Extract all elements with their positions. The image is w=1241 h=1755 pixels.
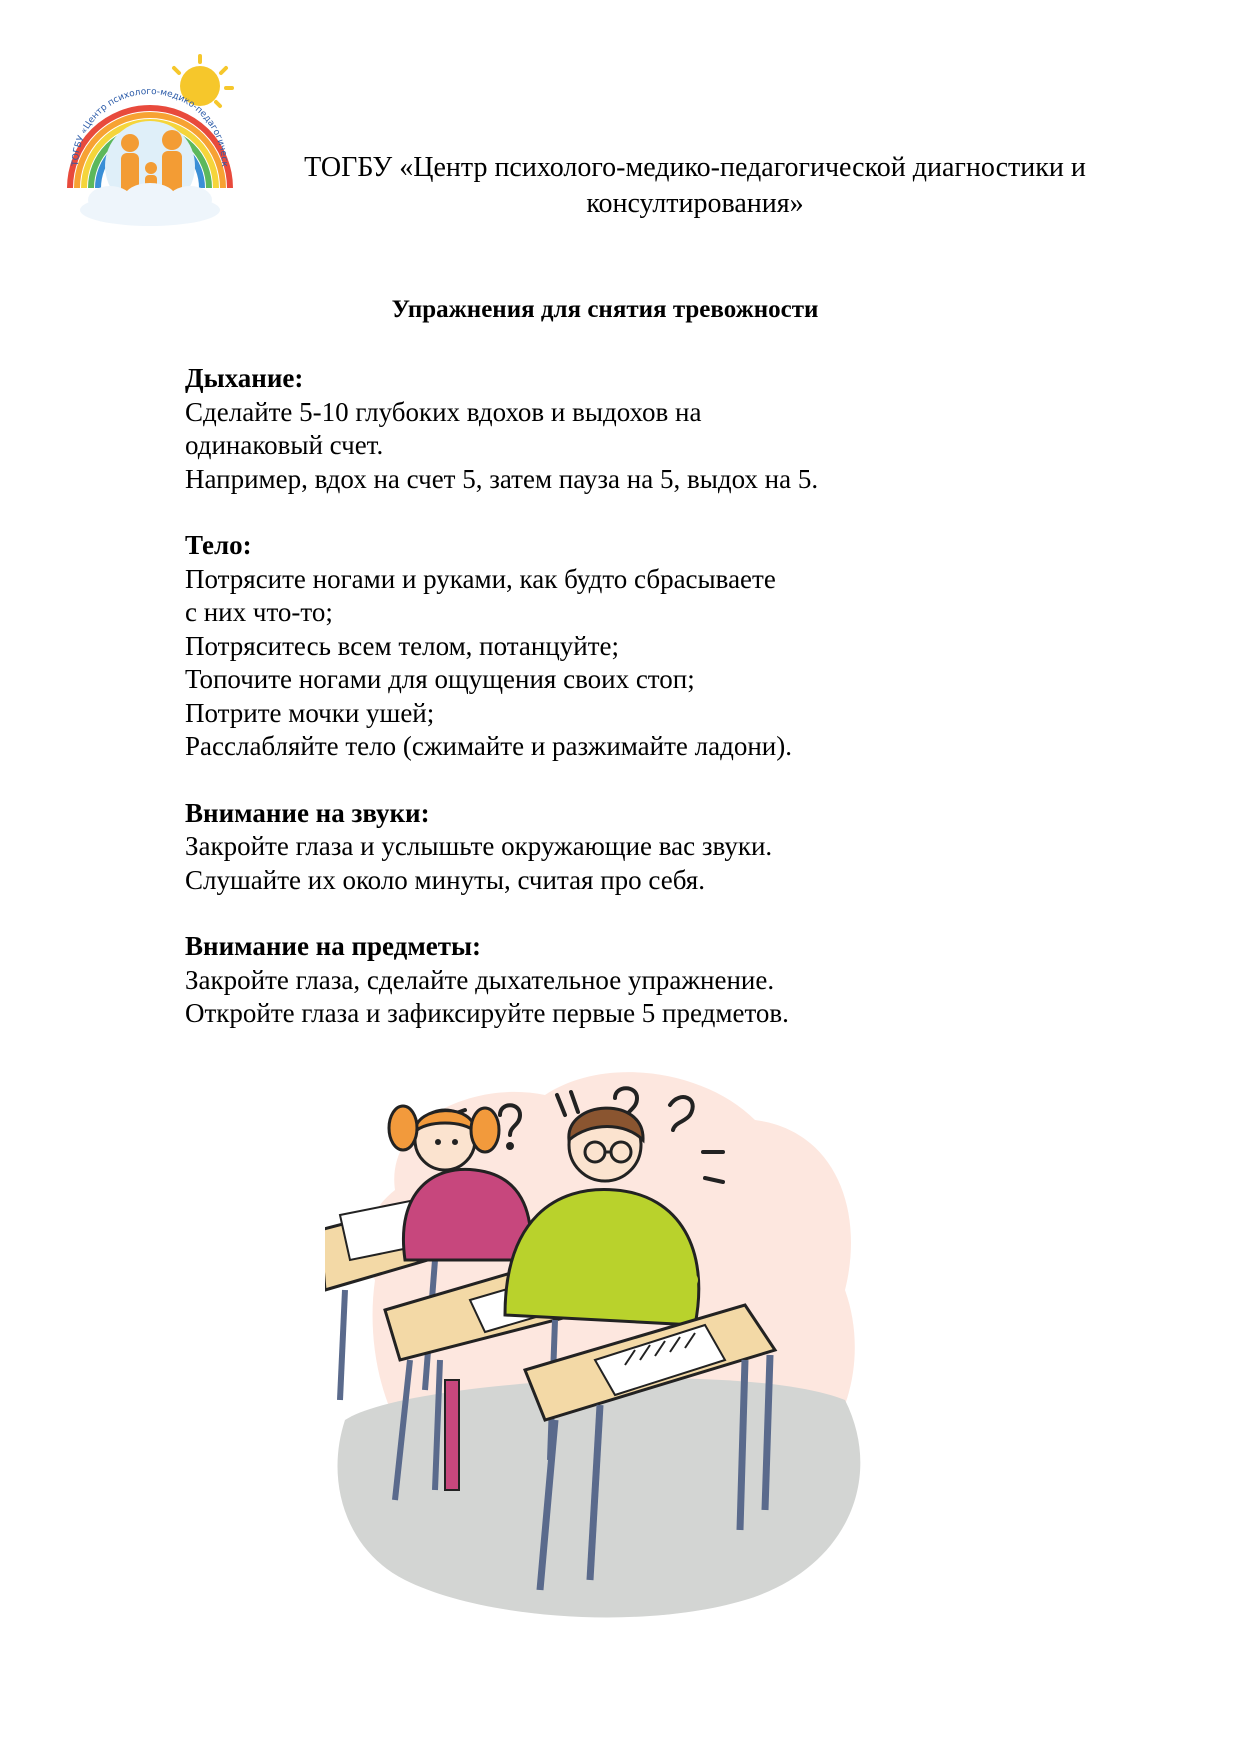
classroom-illustration: [325, 1060, 885, 1620]
logo-emblem: [50, 48, 250, 248]
section-line: одинаковый счет.: [185, 430, 384, 460]
section-breathing: [185, 362, 965, 496]
section-heading: Внимание на звуки:: [185, 797, 430, 828]
organization-logo: [50, 48, 250, 248]
section-line: Например, вдох на счет 5, затем пауза на 5, выдох на 5.: [185, 463, 819, 494]
section-line: Слушайте их около минуты, считая про себя.: [185, 864, 705, 895]
page-title: Упражнения для снятия тревожности: [391, 296, 819, 323]
section-line: Откройте глаза и зафиксируйте первые 5 предметов.: [185, 998, 789, 1028]
section-line: Потрите мочки ушей;: [185, 697, 435, 728]
section-line: Потряситесь всем телом, потанцуйте;: [185, 630, 620, 661]
section-sounds: [185, 797, 965, 898]
section-heading: Внимание на предметы:: [185, 931, 482, 961]
section-line: Расслабляйте тело (сжимайте и разжимайте ладони).: [185, 731, 792, 761]
logo-arc-text: ТОГБУ «Центр психолого-медико-педагогическ: [70, 86, 230, 167]
organization-name-line1: ТОГБУ «Центр психолого-медико-педагогической диагностики и: [304, 152, 1086, 183]
organization-name: [255, 150, 1135, 222]
exercise-list: [185, 362, 965, 1064]
cloud-icon: [80, 183, 220, 226]
section-line: Закройте глаза, сделайте дыхательное упражнение.: [185, 964, 775, 995]
section-objects: [185, 930, 965, 1031]
section-line: Закройте глаза и услышьте окружающие вас звуки.: [185, 831, 773, 861]
students-illustration: [325, 1060, 885, 1620]
section-heading: Тело:: [185, 530, 252, 560]
section-line: с них что-то;: [185, 597, 333, 627]
section-line: Сделайте 5-10 глубоких вдохов и выдохов на: [185, 396, 702, 427]
section-body: [185, 529, 965, 764]
section-line: Потрясите ногами и руками, как будто сбрасываете: [185, 563, 776, 594]
section-line: Топочите ногами для ощущения своих стоп;: [185, 664, 695, 694]
organization-name-line2: консултирования»: [586, 188, 804, 219]
section-heading: Дыхание:: [185, 363, 304, 393]
